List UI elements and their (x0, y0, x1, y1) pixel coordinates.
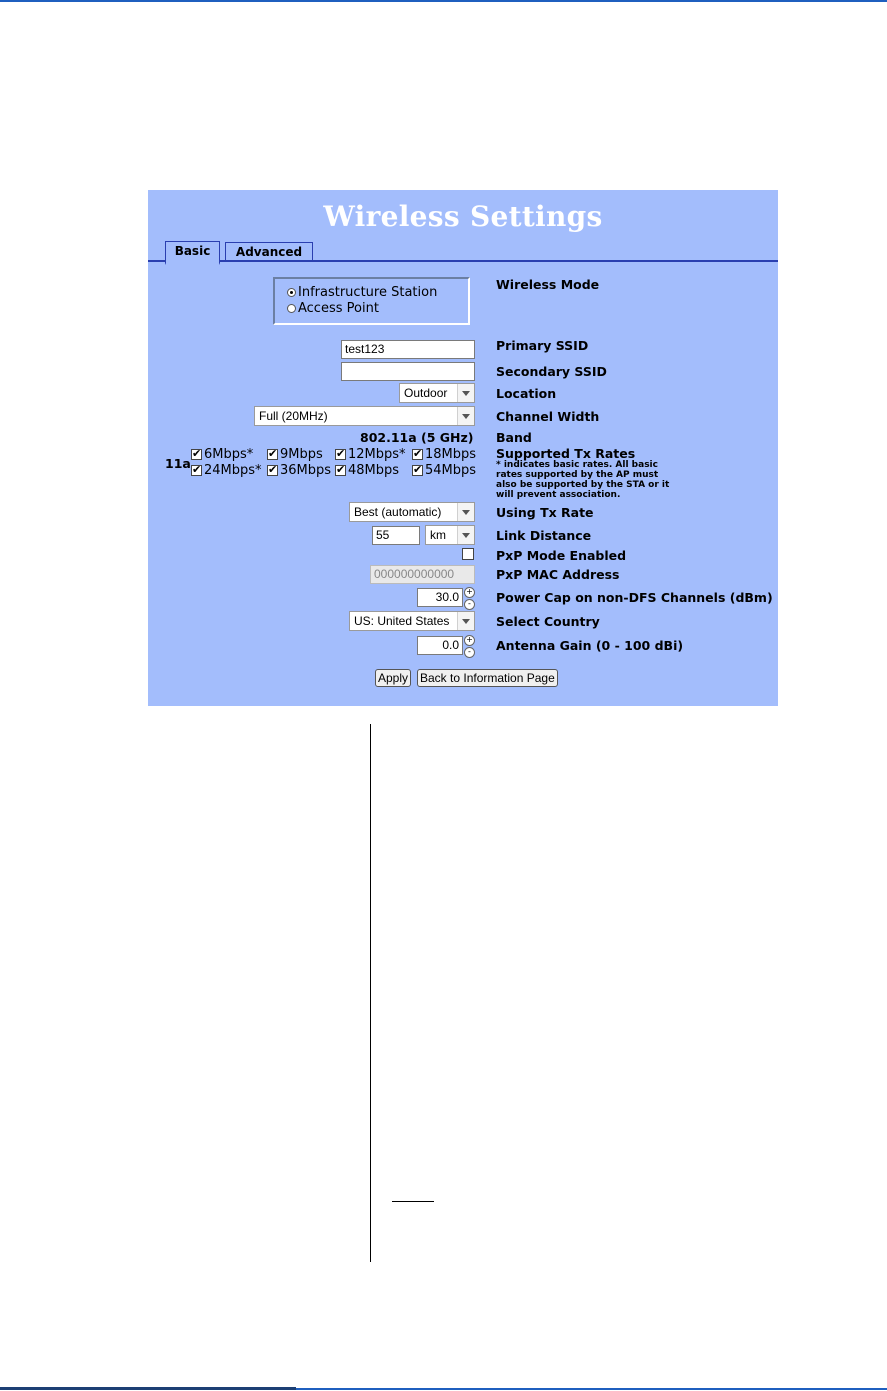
country-value: US: United States (354, 614, 450, 628)
tx-rate-value: Best (automatic) (354, 505, 442, 519)
checkbox-48mbps[interactable] (335, 465, 346, 476)
primary-ssid-label: Primary SSID (496, 338, 589, 353)
page-top-rule (0, 0, 887, 2)
channel-width-select[interactable] (254, 406, 475, 426)
wireless-settings-panel (148, 190, 778, 706)
plus-icon[interactable]: + (464, 587, 475, 598)
tx-rate-label: Using Tx Rate (496, 505, 594, 520)
rate-12mbps[interactable] (335, 447, 406, 462)
pxp-mac-label: PxP MAC Address (496, 567, 620, 582)
tx-rates-note: * indicates basic rates. All basic rates supported by the AP must also be supported by the STA or it will prevent association. (496, 460, 670, 500)
antenna-gain-spinner (464, 635, 474, 655)
checkbox-36mbps[interactable] (267, 465, 278, 476)
tx-rate-select[interactable] (349, 502, 475, 522)
checkbox-18mbps[interactable] (412, 449, 423, 460)
checkbox-24mbps[interactable] (191, 465, 202, 476)
pxp-mode-label: PxP Mode Enabled (496, 548, 627, 563)
apply-button[interactable]: Apply (375, 669, 411, 687)
power-cap-input[interactable]: 30.0 (417, 588, 463, 607)
pxp-mode-checkbox[interactable] (462, 548, 474, 560)
checkbox-9mbps[interactable] (267, 449, 278, 460)
checkbox-12mbps[interactable] (335, 449, 346, 460)
antenna-gain-input[interactable]: 0.0 (417, 636, 463, 655)
plus-icon[interactable]: + (464, 635, 475, 646)
rate-label: 6Mbps* (204, 447, 254, 462)
rate-36mbps[interactable] (267, 463, 331, 478)
chevron-down-icon (457, 407, 474, 425)
tab-basic[interactable]: Basic (165, 241, 220, 265)
location-label: Location (496, 386, 557, 401)
link-distance-input[interactable]: 55 (372, 526, 420, 545)
rate-18mbps[interactable] (412, 447, 476, 462)
rate-9mbps[interactable] (267, 447, 323, 462)
secondary-ssid-label: Secondary SSID (496, 364, 607, 379)
rate-24mbps[interactable] (191, 463, 262, 478)
chevron-down-icon (457, 526, 474, 544)
page-title: Wireless Settings (323, 200, 603, 233)
primary-ssid-input[interactable]: test123 (341, 340, 475, 359)
band-value: 802.11a (5 GHz) (360, 430, 474, 445)
rate-group-label: 11a (165, 456, 191, 471)
rate-label: 9Mbps (280, 447, 323, 462)
country-label: Select Country (496, 614, 600, 629)
rate-label: 48Mbps (348, 463, 400, 478)
checkbox-54mbps[interactable] (412, 465, 423, 476)
rate-label: 18Mbps (425, 447, 477, 462)
chevron-down-icon (457, 384, 474, 402)
tab-advanced[interactable]: Advanced (225, 242, 313, 262)
rate-label: 12Mbps* (348, 447, 406, 462)
channel-width-label: Channel Width (496, 409, 600, 424)
location-value: Outdoor (404, 386, 448, 400)
radio-label: Access Point (298, 301, 379, 316)
distance-unit-value: km (430, 528, 446, 542)
rate-label: 54Mbps (425, 463, 477, 478)
channel-width-value: Full (20MHz) (259, 409, 328, 423)
radio-infrastructure-station[interactable] (287, 285, 437, 300)
pxp-mac-input[interactable]: 000000000000 (370, 565, 475, 584)
secondary-ssid-input[interactable] (341, 362, 475, 381)
minus-icon[interactable]: - (464, 599, 475, 610)
chevron-down-icon (457, 612, 474, 630)
rate-54mbps[interactable] (412, 463, 476, 478)
radio-indicator[interactable] (287, 304, 296, 313)
checkbox-6mbps[interactable] (191, 449, 202, 460)
antenna-gain-label: Antenna Gain (0 - 100 dBi) (496, 638, 684, 653)
rate-label: 36Mbps (280, 463, 332, 478)
band-label: Band (496, 430, 532, 445)
rate-6mbps[interactable] (191, 447, 253, 462)
radio-selected-indicator[interactable] (287, 288, 296, 297)
radio-access-point[interactable] (287, 301, 379, 316)
wireless-mode-group (273, 277, 470, 325)
link-distance-label: Link Distance (496, 528, 592, 543)
location-select[interactable] (399, 383, 475, 403)
country-select[interactable] (349, 611, 475, 631)
vertical-rule (370, 724, 371, 1262)
chevron-down-icon (457, 503, 474, 521)
power-cap-spinner (464, 587, 474, 607)
page-bottom-rule-accent (0, 1387, 296, 1390)
tab-underline (148, 260, 778, 262)
radio-label: Infrastructure Station (298, 285, 438, 300)
tx-rates-label: Supported Tx Rates (496, 446, 636, 461)
distance-unit-select[interactable] (425, 525, 475, 545)
wireless-mode-label: Wireless Mode (496, 277, 600, 292)
minus-icon[interactable]: - (464, 647, 475, 658)
short-underline (392, 1201, 434, 1202)
power-cap-label: Power Cap on non-DFS Channels (dBm) (496, 590, 773, 605)
rate-label: 24Mbps* (204, 463, 262, 478)
rate-48mbps[interactable] (335, 463, 399, 478)
back-to-information-button[interactable]: Back to Information Page (417, 669, 558, 687)
